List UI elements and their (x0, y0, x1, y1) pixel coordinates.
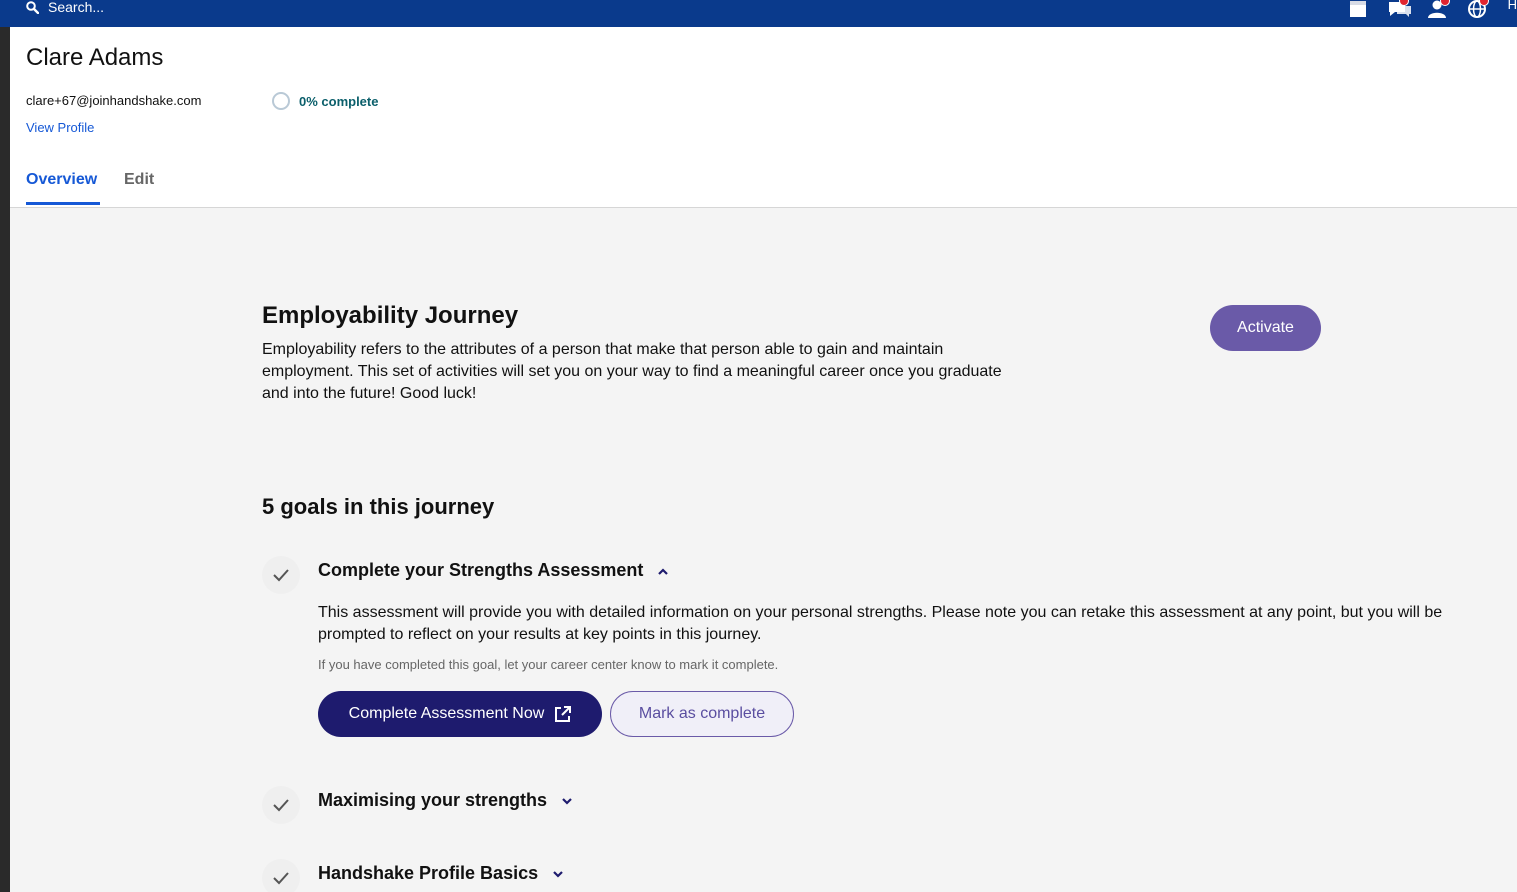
goal-note: If you have completed this goal, let your career center know to mark it complete. (318, 657, 779, 672)
external-link-icon (554, 706, 571, 723)
journey-progress (272, 92, 378, 110)
goals-heading: 5 goals in this journey (262, 494, 495, 519)
goal-toggle[interactable] (318, 863, 564, 884)
search-bar[interactable] (26, 0, 104, 14)
goal-status-check-icon (262, 859, 300, 892)
goal-title: Handshake Profile Basics (318, 863, 539, 883)
journey-description: Employability refers to the attributes of a person that make that person able to gain and maintain employment. This set of activities will set you on your way to find a meaningful career once you graduate and into the future! Good luck! (262, 341, 1002, 402)
globe-icon[interactable] (1467, 0, 1487, 23)
globe-badge (1479, 0, 1489, 6)
view-profile-link[interactable]: View Profile (26, 120, 95, 135)
calendar-icon[interactable] (1349, 0, 1367, 23)
progress-text: 0% complete (299, 93, 379, 109)
goal-status-check-icon (262, 556, 300, 594)
complete-assessment-label: Complete Assessment Now (348, 705, 545, 722)
chevron-up-icon (657, 567, 669, 575)
messages-icon[interactable] (1387, 0, 1413, 23)
search-icon (26, 1, 39, 14)
progress-ring-icon (272, 92, 290, 110)
profile-header (10, 27, 1517, 208)
active-tab-indicator (26, 202, 100, 205)
goal-toggle[interactable] (318, 560, 669, 581)
goal-description: This assessment will provide you with detailed information on your personal strengths. Please note you can retake this assessment at any point, but you will be prompted to reflect on your results at key points in this journey. (318, 604, 1443, 643)
tab-edit[interactable]: Edit (124, 171, 155, 188)
student-name: Clare Adams (26, 44, 164, 71)
goal-status-check-icon (262, 786, 300, 824)
journey-title: Employability Journey (262, 302, 519, 329)
student-email: clare+67@joinhandshake.com (26, 93, 202, 108)
top-nav-bar (0, 0, 1517, 27)
chevron-down-icon (552, 870, 564, 878)
goal-toggle[interactable] (318, 790, 573, 811)
activate-button[interactable]: Activate (1210, 305, 1321, 351)
goal-title: Complete your Strengths Assessment (318, 560, 644, 580)
top-nav-icons (1337, 0, 1517, 18)
left-sidebar-edge (0, 27, 10, 892)
complete-assessment-button[interactable] (318, 691, 602, 737)
notifications-badge (1440, 0, 1450, 6)
search-input[interactable]: Search... (48, 0, 105, 15)
user-icon[interactable] (1427, 0, 1447, 23)
mark-as-complete-button[interactable]: Mark as complete (610, 691, 794, 737)
tab-overview[interactable]: Overview (26, 171, 98, 188)
goal-title: Maximising your strengths (318, 790, 548, 810)
chevron-down-icon (561, 797, 573, 805)
user-initial[interactable]: H (1507, 0, 1517, 12)
